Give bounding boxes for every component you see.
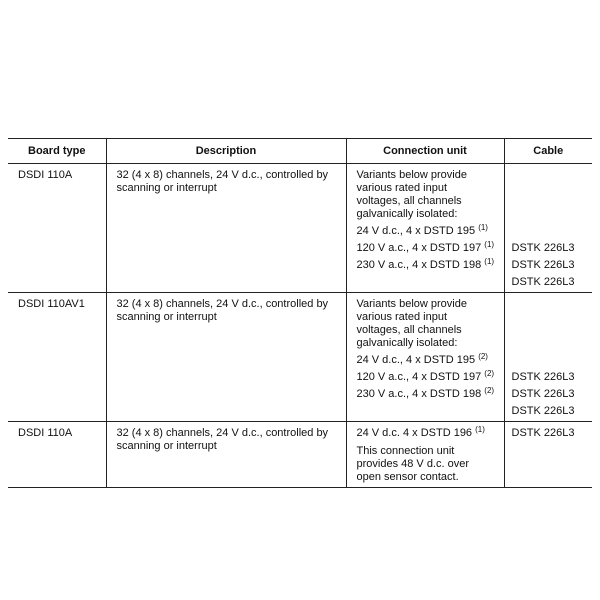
header-board-type: Board type [8, 139, 106, 164]
footnote-ref: (2) [478, 352, 488, 361]
connection-unit-cell [346, 422, 504, 488]
cable-value: DSTK 226L3 [511, 405, 575, 417]
connection-unit-cell [346, 293, 504, 422]
board-type-cell: DSDI 110A [8, 164, 106, 293]
table-row [8, 422, 592, 488]
variant-line [357, 354, 498, 367]
variant-line [357, 371, 498, 384]
description-cell: 32 (4 x 8) channels, 24 V d.c., controlled by scanning or interrupt [106, 164, 346, 293]
cable-value: DSTK 226L3 [511, 371, 575, 383]
variant-text: 120 V a.c., 4 x DSTD 197 [356, 242, 482, 254]
board-spec-table [8, 138, 592, 488]
connection-unit-cell [346, 164, 504, 293]
cable-cell [504, 164, 592, 293]
footnote-ref: (1) [475, 425, 485, 434]
footnote-ref: (1) [484, 240, 495, 249]
table-row [8, 293, 592, 422]
variant-text: 24 V d.c. 4 x DSTD 196 [356, 427, 473, 439]
variant-line [357, 259, 498, 272]
board-type-cell: DSDI 110A [8, 422, 106, 488]
variant-line [357, 388, 498, 401]
variant-text: 230 V a.c., 4 x DSTD 198 [356, 259, 482, 271]
description-cell: 32 (4 x 8) channels, 24 V d.c., controlled by scanning or interrupt [106, 422, 346, 488]
connection-intro: Variants below provide various rated input voltages, all channels galvanically isolated: [356, 169, 467, 220]
header-description: Description [106, 139, 346, 164]
variant-line [357, 242, 498, 255]
header-row [8, 139, 592, 164]
board-type-cell: DSDI 110AV1 [8, 293, 106, 422]
footnote-ref: (1) [484, 257, 495, 266]
cable-cell [504, 293, 592, 422]
cable-value: DSTK 226L3 [511, 388, 575, 400]
cable-value: DSTK 226L3 [511, 242, 575, 254]
variant-line [357, 427, 498, 440]
variant-line [357, 225, 498, 238]
header-connection-unit: Connection unit [346, 139, 504, 164]
variant-text: 24 V d.c., 4 x DSTD 195 [356, 225, 476, 237]
variant-text: 24 V d.c., 4 x DSTD 195 [356, 354, 476, 366]
footnote-ref: (2) [484, 369, 495, 378]
cable-value: DSTK 226L3 [511, 259, 575, 271]
table-row [8, 164, 592, 293]
description-cell: 32 (4 x 8) channels, 24 V d.c., controlled by scanning or interrupt [106, 293, 346, 422]
connection-extra-note: This connection unit provides 48 V d.c. over open sensor contact. [356, 445, 470, 483]
footnote-ref: (1) [478, 223, 488, 232]
variant-text: 230 V a.c., 4 x DSTD 198 [356, 388, 482, 400]
variant-text: 120 V a.c., 4 x DSTD 197 [356, 371, 482, 383]
connection-intro: Variants below provide various rated input voltages, all channels galvanically isolated: [356, 298, 467, 349]
cable-value: DSTK 226L3 [511, 427, 575, 439]
footnote-ref: (2) [484, 386, 495, 395]
header-cable: Cable [504, 139, 592, 164]
cable-cell [504, 422, 592, 488]
cable-value: DSTK 226L3 [511, 276, 575, 288]
